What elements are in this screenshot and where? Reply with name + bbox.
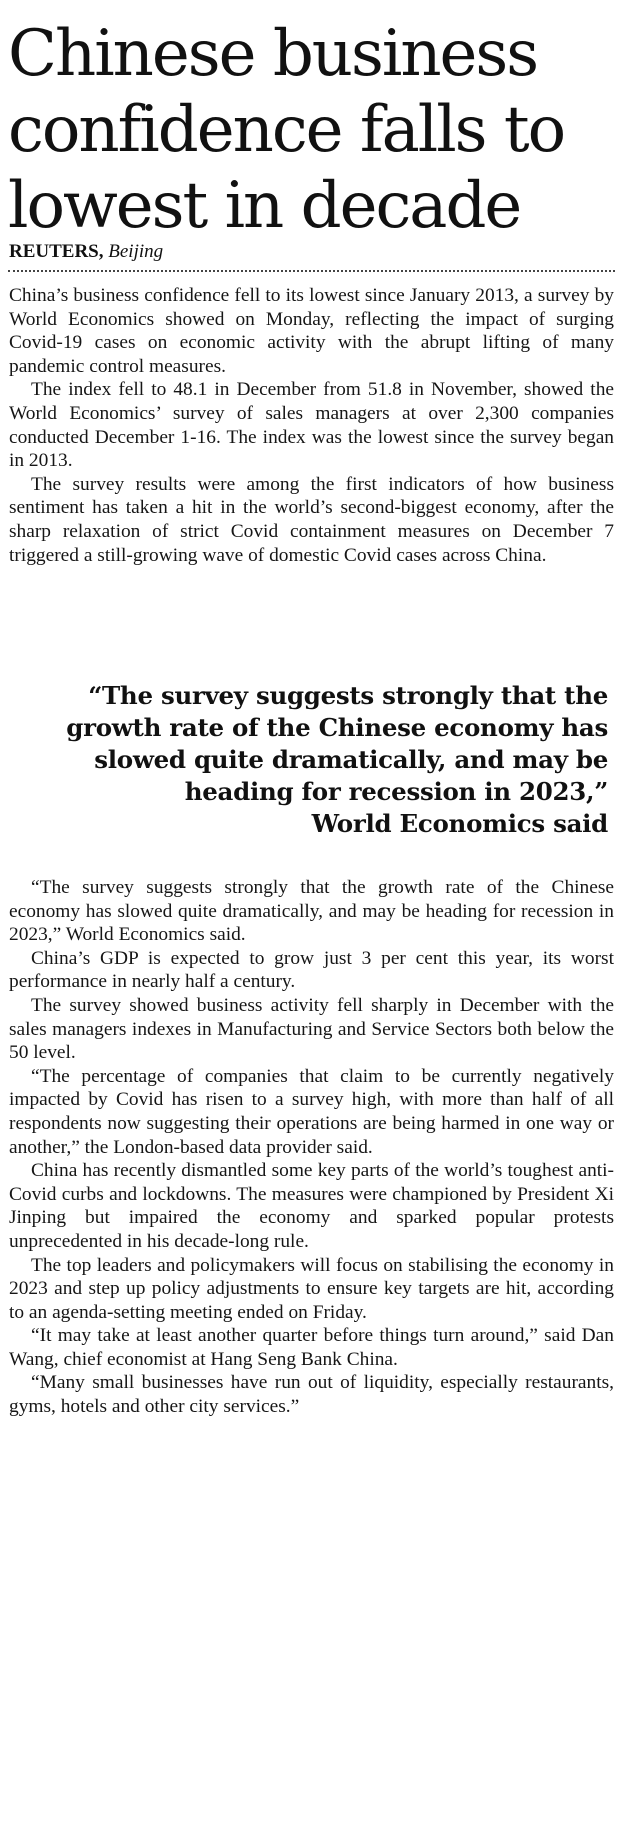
pull-quote-text: “The survey suggests strongly that the growth rate of the Chinese economy has slowed quite dramatically, and may be heading for recession in 2023,”: [66, 681, 608, 806]
paragraph: “It may take at least another quarter before things turn around,” said Dan Wang, chief economist at Hang Seng Bank China.: [9, 1325, 614, 1370]
paragraph: “The survey suggests strongly that the growth rate of the Chinese economy has slowed quite dramatically, and may be heading for recession in 2023,” World Economics said.: [9, 877, 614, 946]
dotted-divider: [8, 270, 615, 272]
paragraph: China’s GDP is expected to grow just 3 per cent this year, its worst performance in nearly half a century.: [9, 947, 614, 993]
paragraph: China’s business confidence fell to its lowest since January 2013, a survey by World Economics showed on Monday, reflecting the impact of surging Covid-19 cases on economic activity with the abrupt lifting of many pandemic control measures.: [9, 285, 614, 377]
paragraph: The survey showed business activity fell sharply in December with the sales managers indexes in Manufacturing and Service Sectors both below the 50 level.: [9, 994, 614, 1064]
paragraph: China has recently dismantled some key parts of the world’s toughest anti-Covid curbs and lockdowns. The measures were championed by President Xi Jinping but impaired the economy and sparked popular protests unprecedented in his decade-long rule.: [9, 1160, 614, 1252]
byline: [9, 241, 163, 263]
paragraph: The top leaders and policymakers will focus on stabilising the economy in 2023 and step up policy adjustments to ensure key targets are hit, according to an agenda-setting meeting ended on Friday.: [9, 1254, 614, 1323]
paragraph: The survey results were among the first indicators of how business sentiment has taken a hit in the world’s second-biggest economy, after the sharp relaxation of strict Covid containment measures on December 7 triggered a still-growing wave of domestic Covid cases across China.: [9, 473, 614, 566]
article-body-bottom: [9, 876, 614, 1419]
article-body-top: [9, 284, 614, 567]
pull-quote: [8, 680, 608, 840]
byline-agency: REUTERS,: [9, 241, 104, 262]
pull-quote-attribution: World Economics said: [311, 809, 608, 838]
paragraph: “The percentage of companies that claim to be currently negatively impacted by Covid has risen to a survey high, with more than half of all respondents now suggesting their operations are being harmed in one way or another,” the London-based data provider said.: [9, 1065, 614, 1158]
paragraph: The index fell to 48.1 in December from 51.8 in November, showed the World Economics’ survey of sales managers at over 2,300 companies conducted December 1-16. The index was the lowest since the survey began in 2013.: [9, 379, 614, 472]
byline-location: Beijing: [108, 241, 164, 262]
paragraph: “Many small businesses have run out of liquidity, especially restaurants, gyms, hotels and other city services.”: [9, 1372, 614, 1418]
headline: Chinese business confidence falls to lowest in decade: [8, 17, 565, 243]
